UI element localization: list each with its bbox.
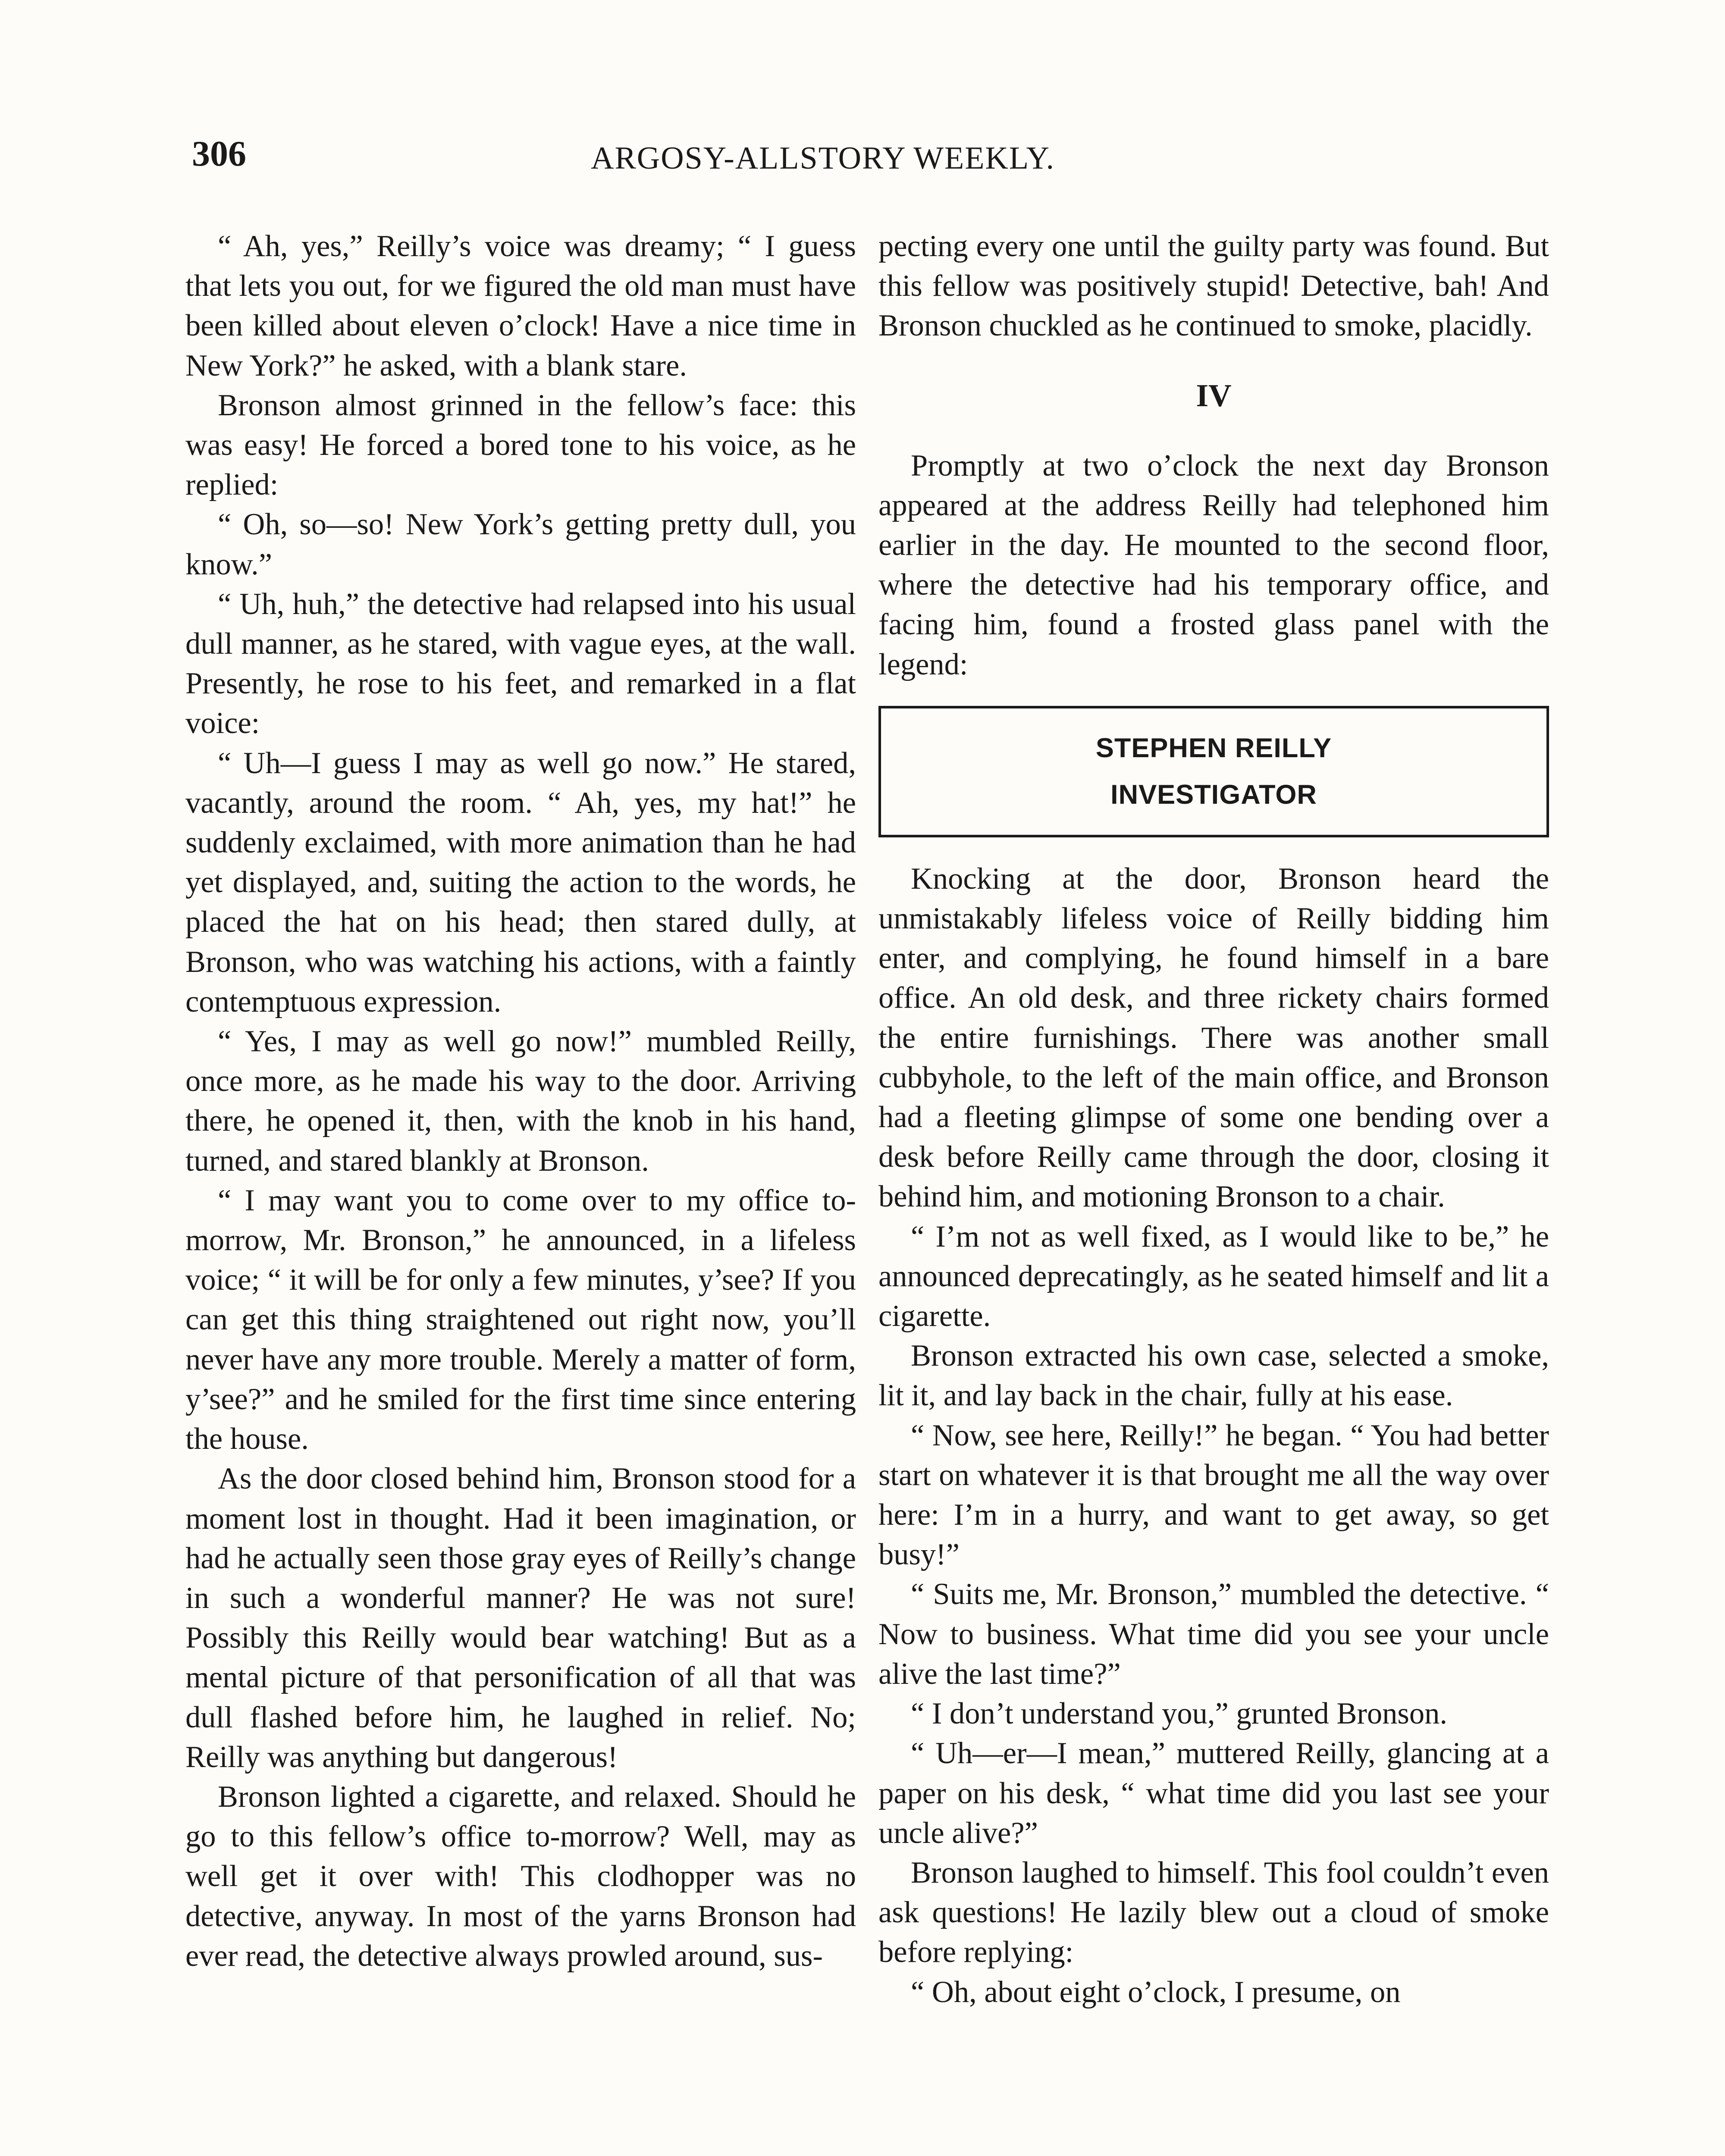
door-legend-panel [878,706,1549,837]
paragraph: “ Yes, I may as well go now!” mumbled Reilly, once more, as he made his way to the door. Arriving there, he opened it, then, with the knob in his hand, turned, and stared blankly at Bronson. [185,1025,856,1178]
paragraph: Promptly at two o’clock the next day Bronson appeared at the address Reilly had telephoned him earlier in the day. He mounted to the second floor, where the detective had his temporary office, and facing him, found a frosted glass panel with the legend: [878,448,1549,681]
paragraph: “ Oh, about eight o’clock, I presume, on [911,1975,1401,2009]
paragraph: Bronson laughed to himself. This fool couldn’t even ask questions! He lazily blew out a cloud of smoke before replying: [878,1855,1549,1969]
left-column [185,226,856,1976]
paragraph: “ Ah, yes,” Reilly’s voice was dreamy; “ I guess that lets you out, for we figured the old man must have been killed about eleven o’clock! Have a nice time in New York?” he asked, with a blank stare. [185,229,856,382]
paragraph: “ Now, see here, Reilly!” he began. “ You had better start on whatever it is that brought me all the way over here: I’m in a hurry, and want to get away, so get busy!” [878,1418,1549,1572]
paragraph: Bronson extracted his own case, selected a smoke, lit it, and lay back in the chair, fully at his ease. [878,1339,1549,1413]
paragraph: Bronson almost grinned in the fellow’s face: this was easy! He forced a bored tone to his voice, as he replied: [185,388,856,502]
paragraph: “ Uh, huh,” the detective had relapsed into his usual dull manner, as he stared, with vague eyes, at the wall. Presently, he rose to his feet, and remarked in a flat voice: [185,587,856,740]
paragraph: “ I’m not as well fixed, as I would like to be,” he announced deprecatingly, as he seated himself and lit a cigarette. [878,1219,1549,1333]
paragraph: Knocking at the door, Bronson heard the unmistakably lifeless voice of Reilly bidding him enter, and complying, he found himself in a bare office. An old desk, and three rickety chairs formed the entire furnishings. There was another small cubbyhole, to the left of the main office, and Bronson had a fleeting glimpse of some one bending over a desk before Reilly came through the door, closing it behind him, and motioning Bronson to a chair. [878,862,1549,1214]
running-head: ARGOSY-ALLSTORY WEEKLY. [591,141,1055,176]
paragraph: “ Suits me, Mr. Bronson,” mumbled the detective. “ Now to business. What time did you see your uncle alive the last time?” [878,1577,1549,1691]
paragraph: “ Uh—er—I mean,” muttered Reilly, glancing at a paper on his desk, “ what time did you last see your uncle alive?” [878,1736,1549,1850]
continued-paragraph: pecting every one until the guilty party was found. But this fellow was positively stupid! Detective, bah! And Bronson chuckled as he continued to smoke, placidly. [878,229,1549,343]
paragraph: “ I don’t understand you,” grunted Bronson. [911,1697,1447,1731]
paragraph: “ Oh, so—so! New York’s getting pretty dull, you know.” [185,508,856,581]
page-number: 306 [192,134,246,174]
paragraph: Bronson lighted a cigarette, and relaxed. Should he go to this fellow’s office to-morrow? Well, may as well get it over with! This clodhopper was no detective, anyway. In most of the yarns Bronson had ever read, the detective always prowled around, sus- [185,1780,856,1973]
paragraph: As the door closed behind him, Bronson stood for a moment lost in thought. Had it been imagination, or had he actually seen those gray eyes of Reilly’s change in such a wonderful manner? He was not sure! Possibly this Reilly would bear watching! But as a mental picture of that personification of all that was dull flashed before him, he laughed in relief. No; Reilly was anything but dangerous! [185,1462,856,1774]
paragraph: “ I may want you to come over to my office to-morrow, Mr. Bronson,” he announced, in a lifeless voice; “ it will be for only a few minutes, y’see? If you can get this thing straightened out right now, you’ll never have any more trouble. Merely a matter of form, y’see?” and he smiled for the first time since entering the house. [185,1183,856,1456]
legend-title: INVESTIGATOR [1110,780,1317,810]
section-heading: IV [1196,378,1232,414]
paragraph: “ Uh—I guess I may as well go now.” He stared, vacantly, around the room. “ Ah, yes, my hat!” he suddenly exclaimed, with more animation than he had yet displayed, and, suiting the action to the words, he placed the hat on his head; then stared dully, at Bronson, who was watching his actions, with a faintly contemptuous expression. [185,746,856,1018]
right-column [878,226,1549,2012]
legend-name: STEPHEN REILLY [1095,733,1332,764]
